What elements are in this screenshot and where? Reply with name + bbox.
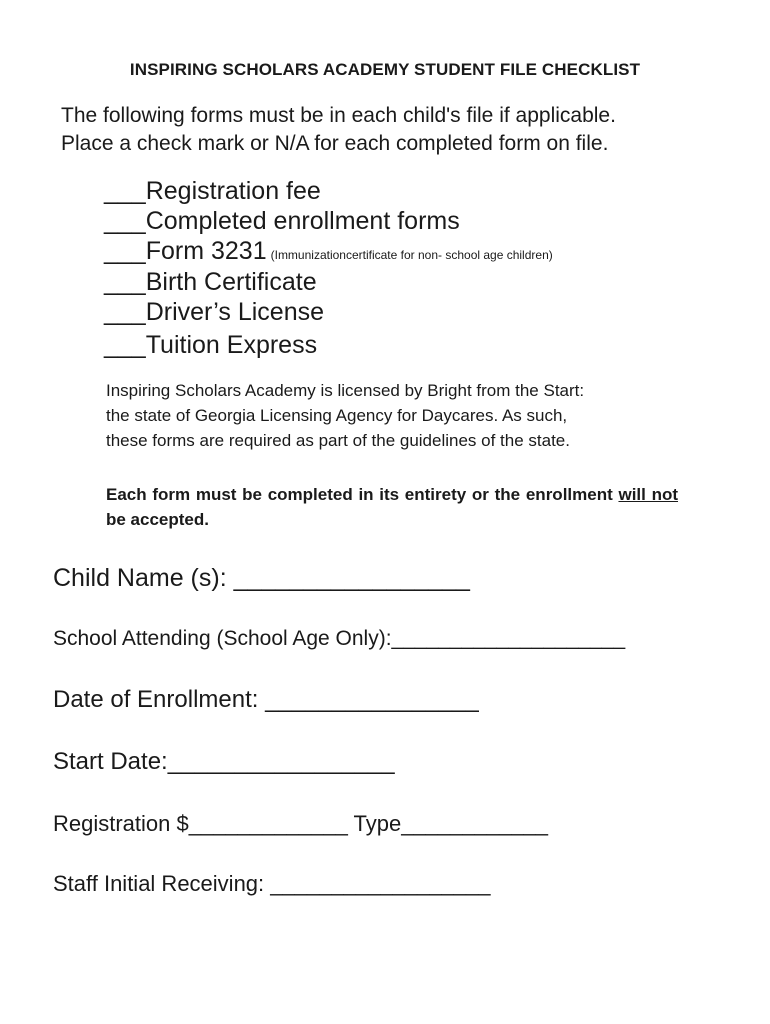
- checklist-item-tuition-express: [104, 331, 317, 360]
- checklist-item-birth-certificate: [104, 268, 317, 297]
- intro-line-2: Place a check mark or N/A for each completed form on file.: [61, 132, 609, 155]
- checklist-item-form-3231: [104, 237, 553, 266]
- staff-initial-field: Staff Initial Receiving: __________________: [53, 871, 491, 896]
- checklist-item-label: ___Registration fee: [104, 177, 321, 205]
- intro-line-1: The following forms must be in each child's file if applicable.: [61, 104, 616, 127]
- licensing-line-2: the state of Georgia Licensing Agency for Daycares. As such,: [106, 406, 568, 425]
- page-title: INSPIRING SCHOLARS ACADEMY STUDENT FILE CHECKLIST: [129, 60, 641, 79]
- checklist-item-enrollment-forms: [104, 207, 460, 236]
- child-name-field: Child Name (s): _________________: [53, 564, 470, 592]
- checklist-item-label: ___Driver’s License: [104, 298, 325, 326]
- licensing-paragraph: [106, 378, 678, 453]
- warning-paragraph: Each form must be completed in its entirety or the enrollment will not be accepted.: [106, 485, 679, 529]
- start-date-field: Start Date:_________________: [53, 748, 395, 775]
- checklist-item-registration-fee: [104, 177, 321, 206]
- checklist-item-label: ___Tuition Express: [104, 331, 318, 359]
- checklist-item-label: ___Birth Certificate: [104, 268, 317, 296]
- checklist-item-label: ___Completed enrollment forms: [104, 207, 460, 235]
- date-of-enrollment-field: Date of Enrollment: ________________: [53, 686, 479, 713]
- checklist-item-drivers-license: [104, 298, 324, 327]
- registration-field: Registration $_____________ Type____________: [53, 811, 549, 836]
- checklist-item-note: (Immunizationcertificate for non- school age children): [270, 248, 553, 262]
- checklist-item-label: ___Form 3231: [104, 237, 267, 265]
- school-attending-field: School Attending (School Age Only):____________________: [53, 627, 626, 650]
- licensing-line-3: these forms are required as part of the guidelines of the state.: [106, 431, 570, 450]
- warning-emphasis: will not: [618, 485, 679, 504]
- licensing-line-1: Inspiring Scholars Academy is licensed by Bright from the Start:: [106, 381, 585, 400]
